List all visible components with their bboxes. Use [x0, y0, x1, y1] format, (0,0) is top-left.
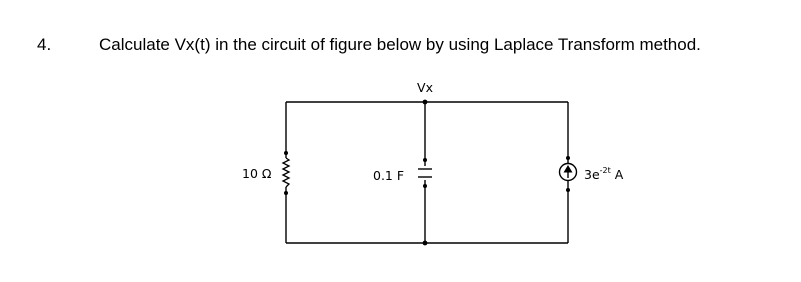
source-label	[584, 166, 624, 182]
question-number: 4.	[37, 35, 52, 54]
resistor-label: 10 Ω	[242, 166, 272, 181]
question-text: Calculate Vx(t) in the circuit of figure below by using Laplace Transform method.	[99, 35, 701, 54]
source-label-exponent: -2t	[599, 166, 611, 175]
junction-dots	[284, 100, 570, 246]
source-label-base: 3e	[584, 167, 600, 182]
current-source-symbol	[560, 164, 577, 181]
capacitor-label: 0.1 F	[373, 168, 405, 183]
node-label-vx: Vx	[417, 80, 433, 95]
circuit-wires	[286, 102, 568, 243]
resistor-symbol	[283, 158, 289, 187]
source-label-unit: A	[610, 167, 624, 182]
capacitor-symbol	[418, 169, 432, 177]
